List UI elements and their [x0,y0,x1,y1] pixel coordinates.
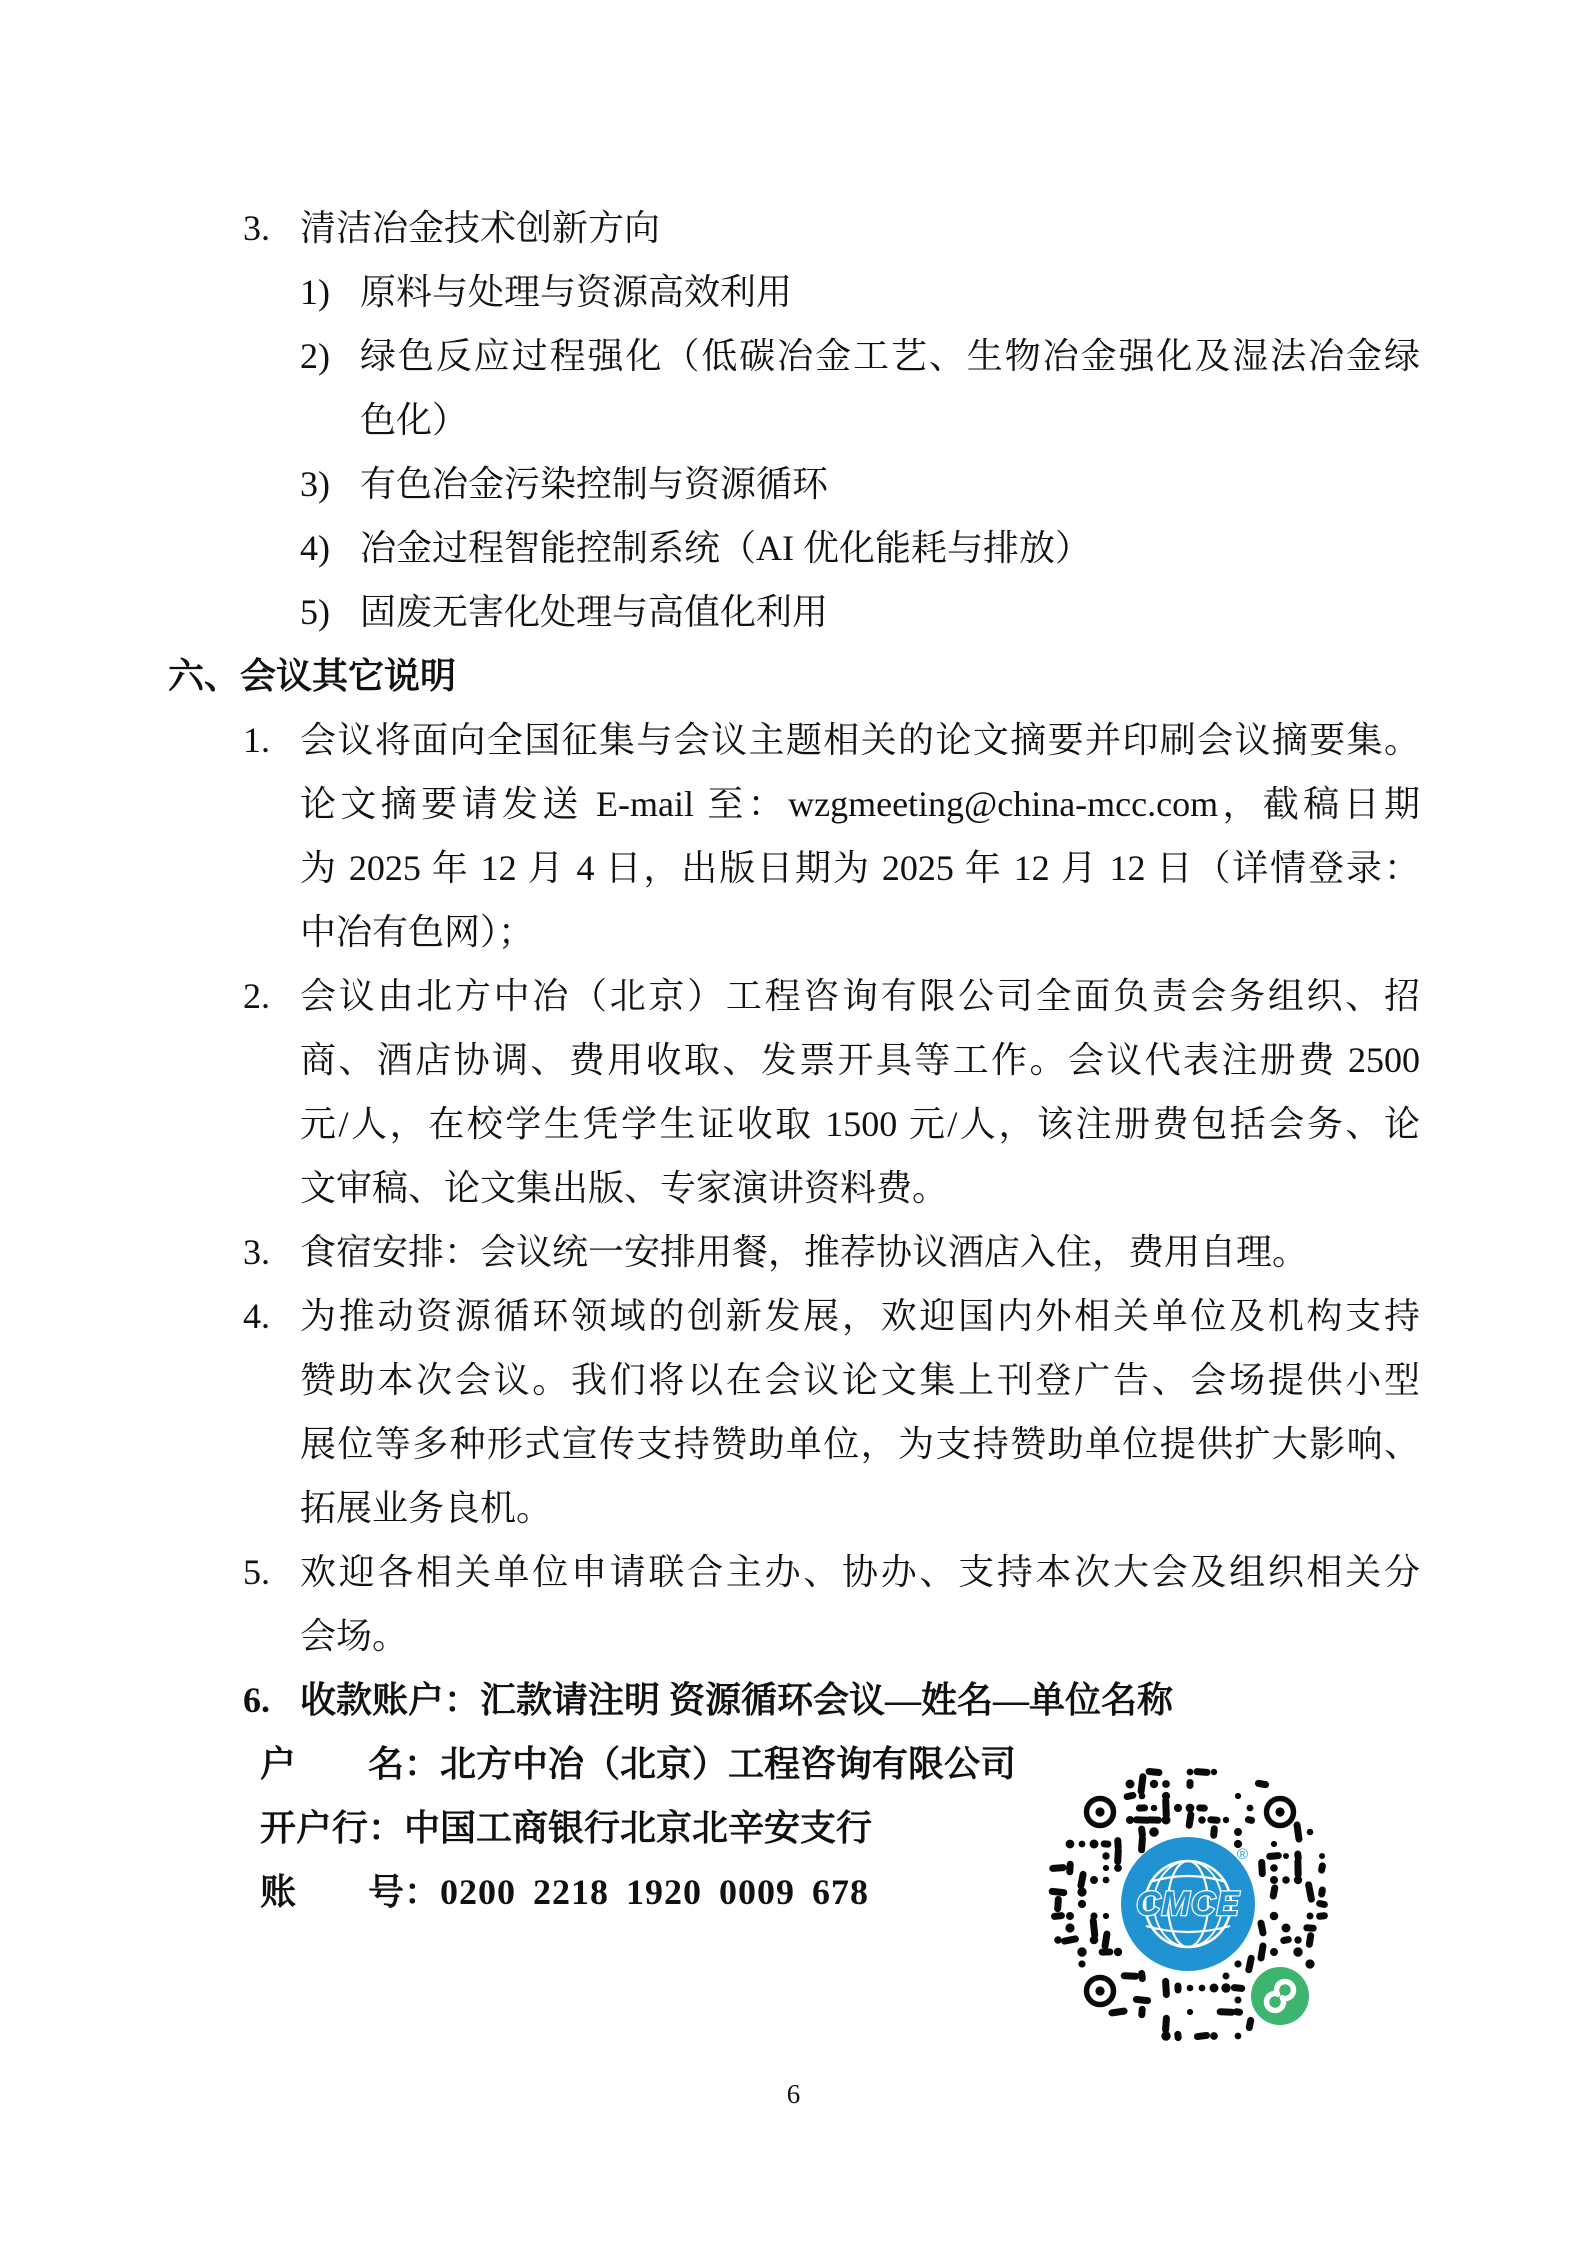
list-continuation [0,900,1587,964]
sub-list-number: 3) [300,464,330,504]
bank-account-number-line [0,1860,1587,1924]
cmce-logo [1121,1837,1255,1971]
sub-list-number: 4) [300,528,330,568]
bank-label: 开户行： [260,1808,405,1848]
list-item [0,964,1587,1028]
bank-branch-line [0,1796,1587,1860]
bank-account-name-line [0,1732,1587,1796]
list-continuation [0,1156,1587,1220]
sub-list-item [0,516,1587,580]
list-item [0,1220,1587,1284]
account-no-value: 0200 2218 1920 0009 678 [440,1872,870,1912]
list-item [0,708,1587,772]
list-text: 会议由北方中冶（北京）工程咨询有限公司全面负责会务组织、招 [300,976,1420,1016]
sub-list-item [0,452,1587,516]
svg-text:®: ® [1237,1846,1249,1863]
sub-list-item [0,260,1587,324]
account-name-label2: 名： [368,1744,441,1784]
list-item [0,196,1587,260]
list-continuation [0,836,1587,900]
list-text: 欢迎各相关单位申请联合主办、协办、支持本次大会及组织相关分 [300,1552,1420,1592]
list-continuation [0,1092,1587,1156]
sub-list-number: 1) [300,272,330,312]
payment-qr-code [1040,1754,1340,2054]
sub-list-number: 2) [300,336,330,376]
list-continuation [0,1028,1587,1092]
list-continuation [0,1412,1587,1476]
account-no-label: 账 [260,1872,297,1912]
account-no-label2: 号： [368,1872,441,1912]
sub-list-item [0,580,1587,644]
qr-code-graphic [1040,1754,1340,2054]
sub-list-text: 色化） [360,400,469,440]
label-gap [296,1860,368,1924]
wechat-s-icon [1251,1967,1309,2025]
page-number: 6 [786,2079,801,2109]
sub-list-text: 绿色反应过程强化（低碳冶金工艺、生物冶金强化及湿法冶金绿 [360,336,1420,376]
list-number: 3. [243,208,270,248]
list-continuation [0,772,1587,836]
list-text: 为推动资源循环领域的创新发展，欢迎国内外相关单位及机构支持 [300,1296,1420,1336]
section-heading-text: 六、会议其它说明 [168,656,457,696]
account-name-label: 户 [260,1744,297,1784]
list-text: 展位等多种形式宣传支持赞助单位，为支持赞助单位提供扩大影响、 [300,1424,1420,1464]
section-title: 清洁冶金技术创新方向 [300,208,661,248]
sub-list-continuation [0,388,1587,452]
list-item [0,1540,1587,1604]
list-number: 1. [243,720,270,760]
list-text: 拓展业务良机。 [300,1488,553,1528]
list-continuation [0,1476,1587,1540]
list-text: 会场。 [300,1616,409,1656]
sub-list-text: 固废无害化处理与高值化利用 [360,592,829,632]
sub-list-text: 原料与处理与资源高效利用 [360,272,793,312]
list-text: 商、酒店协调、费用收取、发票开具等工作。会议代表注册费 2500 [300,1040,1420,1080]
list-text: 食宿安排：会议统一安排用餐，推荐协议酒店入住，费用自理。 [300,1232,1309,1272]
list-item [0,1284,1587,1348]
list-continuation [0,1348,1587,1412]
list-number: 4. [243,1296,270,1336]
list-number: 3. [243,1232,270,1272]
sub-list-text: 有色冶金污染控制与资源循环 [360,464,829,504]
list-text: 中冶有色网）； [300,912,535,952]
list-text: 会议将面向全国征集与会议主题相关的论文摘要并印刷会议摘要集。 [300,720,1420,760]
list-text: 文审稿、论文集出版、专家演讲资料费。 [300,1168,949,1208]
payment-notice-text: 收款账户：汇款请注明 资源循环会议—姓名—单位名称 [300,1680,1174,1720]
account-name-value: 北方中冶（北京）工程咨询有限公司 [440,1744,1017,1784]
list-text: 论文摘要请发送 E-mail 至：wzgmeeting@china-mcc.com，截稿日期 [300,784,1420,824]
section-heading [0,644,1587,708]
list-text: 为 2025 年 12 月 4 日，出版日期为 2025 年 12 月 12 日（详情登录： [300,848,1420,888]
sub-list-text: 冶金过程智能控制系统（AI 优化能耗与排放） [360,528,1091,568]
list-number: 5. [243,1552,270,1592]
list-item-payment [0,1668,1587,1732]
bank-name-value: 中国工商银行北京北辛安支行 [404,1808,873,1848]
sub-list-item [0,324,1587,388]
list-continuation [0,1604,1587,1668]
list-text: 赞助本次会议。我们将以在会议论文集上刊登广告、会场提供小型 [300,1360,1420,1400]
svg-text:CMCE: CMCE [1135,1885,1241,1923]
list-number: 6. [243,1680,270,1720]
list-number: 2. [243,976,270,1016]
label-gap [296,1732,368,1796]
sub-list-number: 5) [300,592,330,632]
list-text: 元/人，在校学生凭学生证收取 1500 元/人，该注册费包括会务、论 [300,1104,1420,1144]
